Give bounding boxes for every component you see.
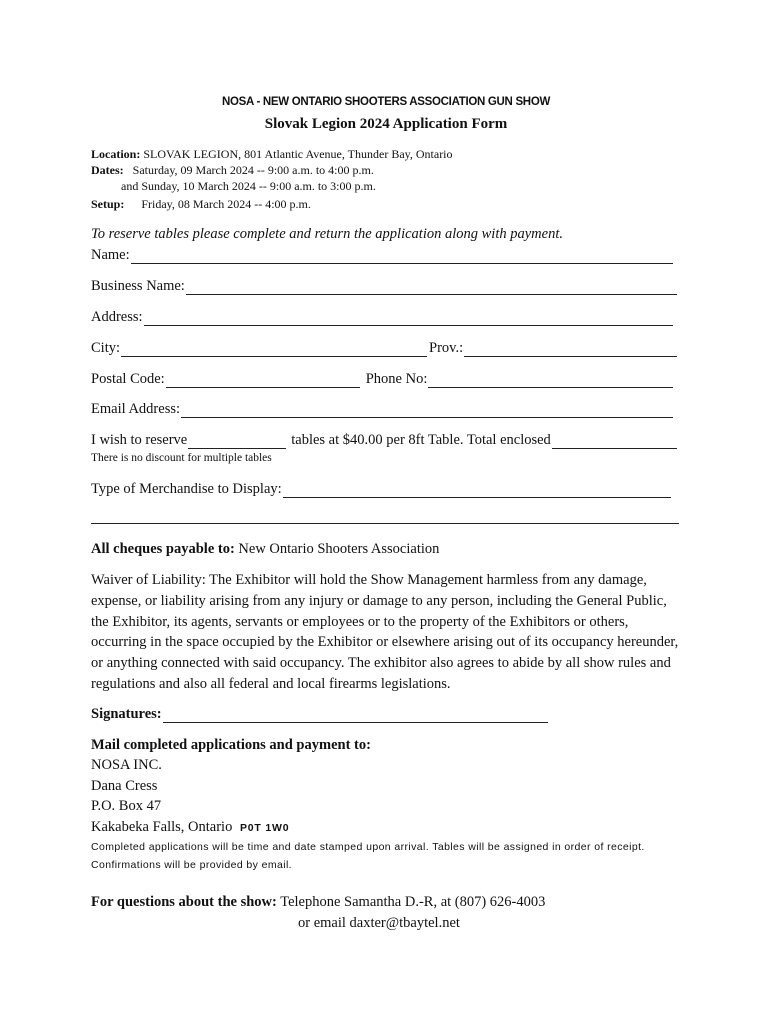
name-input-line[interactable]	[131, 248, 673, 264]
reserve-tables-field[interactable]	[91, 429, 677, 449]
dates-line-2: and Sunday, 10 March 2024 -- 9:00 a.m. to 3:00 p.m.	[121, 179, 376, 193]
mail-line-1: NOSA INC.	[91, 757, 162, 773]
merchandise-input-line[interactable]	[283, 482, 671, 498]
location-label: Location:	[91, 147, 141, 161]
contact-email: or email daxter@tbaytel.net	[298, 915, 460, 931]
contact-line	[91, 892, 681, 913]
contact-phone: Telephone Samantha D.-R, at (807) 626-4003	[280, 894, 546, 910]
mail-line-3: P.O. Box 47	[91, 798, 162, 814]
location-value: SLOVAK LEGION, 801 Atlantic Avenue, Thunder Bay, Ontario	[143, 147, 453, 161]
phone-input-line[interactable]	[428, 372, 673, 388]
waiver-text: Waiver of Liability: The Exhibitor will hold the Show Management harmless from any damage, expense, or liability arising from any injury or damage to any person, including the General Public, the Exhibitor, its agents, servants or employees or to the property of the Exhibitors or others, occurring in the space occupied by the Exhibitor or elsewhere arising out of its occupancy hereunder, or anything connected with said occupancy. The exhibitor also agrees to abide by all show rules and regulations and also all federal and local firearms legislations.	[91, 572, 679, 692]
arrival-note: Completed applications will be time and date stamped upon arrival. Tables will be assigned in order of receipt.	[91, 841, 645, 853]
signatures-input-line[interactable]	[163, 707, 548, 723]
email-input-line[interactable]	[181, 402, 673, 418]
postal-code-label: Postal Code:	[91, 371, 165, 387]
setup-line	[91, 196, 311, 212]
business-name-field[interactable]	[91, 275, 677, 295]
phone-label: Phone No:	[365, 371, 428, 387]
discount-note: There is no discount for multiple tables	[91, 452, 272, 464]
prov-input-line[interactable]	[464, 341, 677, 357]
mail-postal-code: P0T 1W0	[239, 822, 290, 834]
email-field[interactable]	[91, 398, 673, 418]
name-label: Name:	[91, 247, 130, 263]
email-label: Email Address:	[91, 401, 181, 417]
setup-value: Friday, 08 March 2024 -- 4:00 p.m.	[141, 197, 311, 211]
payment-line	[91, 539, 681, 560]
mail-line-4	[91, 817, 681, 839]
instructions-text: To reserve tables please complete and return the application along with payment.	[91, 226, 563, 242]
mail-city: Kakabeka Falls, Ontario	[91, 819, 233, 835]
dates-line-1: Saturday, 09 March 2024 -- 9:00 a.m. to 4:00 p.m.	[132, 163, 374, 177]
business-name-label: Business Name:	[91, 278, 185, 294]
postal-code-input-line[interactable]	[166, 372, 360, 388]
prov-label: Prov.:	[429, 340, 464, 356]
merchandise-field[interactable]	[91, 478, 671, 498]
mail-line-2: Dana Cress	[91, 778, 158, 794]
city-label: City:	[91, 340, 121, 356]
location-line	[91, 146, 453, 162]
merchandise-extra-line[interactable]	[91, 523, 679, 524]
total-enclosed-input-line[interactable]	[552, 433, 677, 449]
form-title: Slovak Legion 2024 Application Form	[264, 116, 508, 132]
dates-label: Dates:	[91, 163, 124, 177]
dates-line	[91, 162, 374, 178]
address-input-line[interactable]	[144, 310, 673, 326]
signatures-label: Signatures:	[91, 706, 162, 722]
confirmation-note: Confirmations will be provided by email.	[91, 859, 292, 871]
reserve-middle-label: tables at $40.00 per 8ft Table. Total enclosed	[291, 432, 551, 448]
reserve-prefix-label: I wish to reserve	[91, 432, 188, 448]
merchandise-label: Type of Merchandise to Display:	[91, 481, 282, 497]
setup-label: Setup:	[91, 197, 125, 211]
city-prov-field[interactable]	[91, 337, 677, 357]
table-count-input-line[interactable]	[188, 433, 286, 449]
mail-heading: Mail completed applications and payment to:	[91, 737, 371, 753]
address-field[interactable]	[91, 306, 673, 326]
contact-label: For questions about the show:	[91, 894, 277, 910]
payment-label: All cheques payable to:	[91, 541, 235, 557]
city-input-line[interactable]	[121, 341, 427, 357]
business-name-input-line[interactable]	[186, 279, 677, 295]
name-field[interactable]	[91, 244, 673, 264]
signatures-field[interactable]	[91, 703, 548, 723]
address-label: Address:	[91, 309, 143, 325]
postal-phone-field[interactable]	[91, 368, 673, 388]
organization-heading: NOSA - NEW ONTARIO SHOOTERS ASSOCIATION GUN SHOW	[221, 96, 551, 108]
payment-value: New Ontario Shooters Association	[238, 541, 440, 557]
